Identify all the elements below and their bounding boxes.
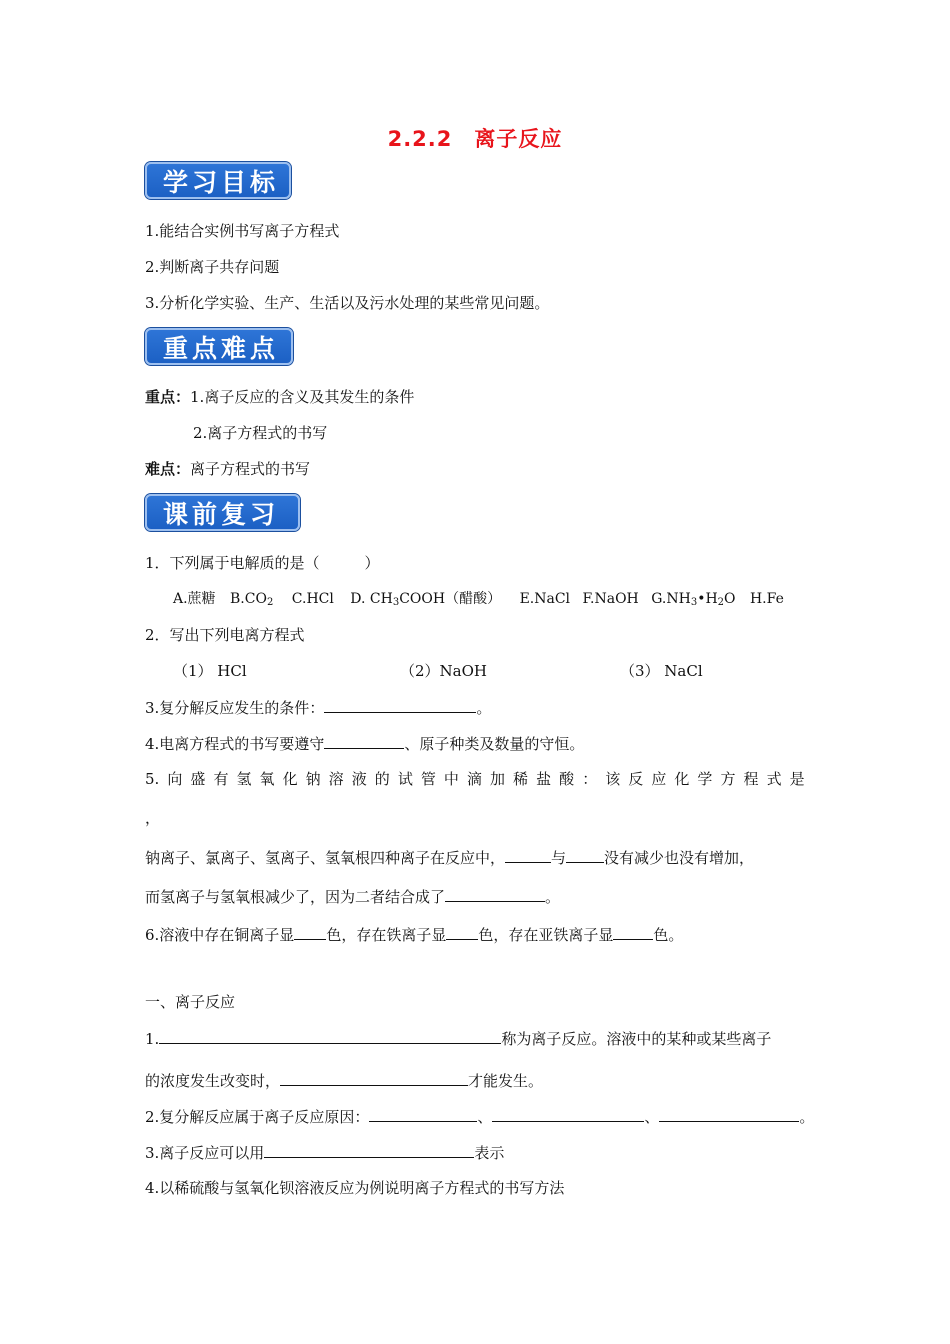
q5-char: 学 — [697, 770, 713, 788]
q5-char: 的 — [374, 770, 390, 788]
q5-char: 氧 — [259, 770, 275, 788]
review-banner: 课前复习 — [145, 494, 300, 531]
q6-blank-1[interactable] — [294, 924, 326, 940]
keypoints-banner: 重点难点 — [145, 328, 293, 365]
option-d: D. $CH_3COOH$（醋酸） — [350, 591, 502, 608]
q5-char: 管 — [420, 770, 436, 788]
q5-char: 中 — [443, 770, 459, 788]
q5-char: 试 — [397, 770, 413, 788]
option-a: A.蔗糖 — [173, 591, 216, 607]
q5-char: 钠 — [305, 770, 321, 788]
review-q2: 2．写出下列电离方程式 — [145, 626, 305, 644]
q5-char: 反 — [628, 770, 644, 788]
difficult-label: 难点： — [145, 460, 191, 478]
option-h: H.Fe — [749, 591, 784, 607]
key-label: 重点： — [145, 388, 191, 406]
q5-char: 滴 — [466, 770, 482, 788]
s3-blank[interactable] — [264, 1142, 474, 1158]
q5-char: 化 — [282, 770, 298, 788]
q5-blank-2[interactable] — [566, 847, 604, 863]
option-b: $B.CO_2$ — [230, 591, 274, 608]
key-point-1: 1.离子反应的含义及其发生的条件 — [190, 388, 415, 406]
difficult-point-1: 离子方程式的书写 — [190, 460, 311, 478]
review-q5-line3: 而氢离子与氢氧根减少了，因为二者结合成了 。 — [145, 888, 561, 906]
q5-char: 化 — [674, 770, 690, 788]
q4-text: 4.电离方程式的书写要遵守 — [145, 735, 325, 753]
option-c: C.HCl — [291, 591, 334, 607]
q6-blank-3[interactable] — [613, 924, 653, 940]
q5-char: 盐 — [536, 770, 552, 788]
q5-char: 5. — [145, 770, 160, 788]
review-q5-line2: 钠离子、氯离子、氢离子、氢氧根四种离子在反应中， 与 没有减少也没有增加， — [145, 849, 755, 867]
part1-s1-line2: 的浓度发生改变时， 才能发生。 — [145, 1072, 544, 1090]
q5-char: 方 — [720, 770, 736, 788]
key-points-line — [145, 387, 414, 407]
key-point-2: 2.离子方程式的书写 — [193, 424, 328, 442]
s1-blank-1[interactable] — [159, 1028, 501, 1044]
review-q6: 6.溶液中存在铜离子显 色，存在铁离子显 色，存在亚铁离子显 色。 — [145, 926, 684, 944]
q5-char: 程 — [743, 770, 759, 788]
q5-char: ： — [582, 770, 598, 788]
q5-char: 是 — [789, 770, 805, 788]
review-q2-item-1: （1） HCl — [173, 662, 247, 680]
q5-char: 盛 — [190, 770, 206, 788]
objective-3: 3.分析化学实验、生产、生活以及污水处理的某些常见问题。 — [145, 294, 550, 312]
review-q4: 4.电离方程式的书写要遵守 、原子种类及数量的守恒。 — [145, 735, 585, 753]
q4-blank[interactable] — [324, 733, 404, 749]
part1-s1: 1. 称为离子反应。溶液中的某种或某些离子 — [145, 1030, 772, 1048]
review-q1-options — [173, 589, 784, 613]
q5-char: 向 — [167, 770, 183, 788]
option-g: $G.NH_3•H_2O$ — [651, 591, 736, 608]
review-q3: 3.复分解反应发生的条件： 。 — [145, 699, 492, 717]
option-f: F.NaOH — [582, 591, 639, 607]
option-e: E.NaCl — [519, 591, 571, 607]
s2-blank-1[interactable] — [369, 1106, 477, 1122]
q3-blank[interactable] — [324, 697, 476, 713]
part1-heading: 一、离子反应 — [145, 993, 236, 1011]
q5-blank-3[interactable] — [445, 886, 545, 902]
q5-char: 氢 — [236, 770, 252, 788]
q5-char: 应 — [651, 770, 667, 788]
review-q2-item-2: （2）NaOH — [400, 662, 487, 680]
q5-char: 稀 — [513, 770, 529, 788]
review-q1: 1．下列属于电解质的是（ ） — [145, 554, 380, 572]
part1-s2: 2.复分解反应属于离子反应原因： 、 、 。 — [145, 1108, 815, 1126]
q5-char: 酸 — [559, 770, 575, 788]
q5-blank-1[interactable] — [505, 847, 551, 863]
part1-s3: 3.离子反应可以用 表示 — [145, 1144, 505, 1162]
objective-1: 1.能结合实例书写离子方程式 — [145, 222, 340, 240]
s2-blank-2[interactable] — [492, 1106, 644, 1122]
s2-blank-3[interactable] — [659, 1106, 799, 1122]
page-title: 2.2.2 离子反应 — [387, 127, 563, 151]
q5-char: 加 — [490, 770, 506, 788]
q5-char: 该 — [605, 770, 621, 788]
objectives-banner: 学习目标 — [145, 162, 291, 199]
q5-char: 有 — [213, 770, 229, 788]
q5-char: 溶 — [328, 770, 344, 788]
review-q5-line1 — [145, 769, 805, 789]
difficult-points-line — [145, 459, 310, 479]
q5-char: 液 — [351, 770, 367, 788]
q6-blank-2[interactable] — [446, 924, 478, 940]
objective-2: 2.判断离子共存问题 — [145, 258, 280, 276]
s1-blank-2[interactable] — [280, 1070, 468, 1086]
q3-text: 3.复分解反应发生的条件： — [145, 699, 325, 717]
part1-s4: 4.以稀硫酸与氢氧化钡溶液反应为例说明离子方程式的书写方法 — [145, 1179, 565, 1197]
q5-char: 式 — [766, 770, 782, 788]
review-q5-comma: ， — [145, 809, 161, 827]
review-q2-item-3: （3） NaCl — [620, 662, 703, 680]
